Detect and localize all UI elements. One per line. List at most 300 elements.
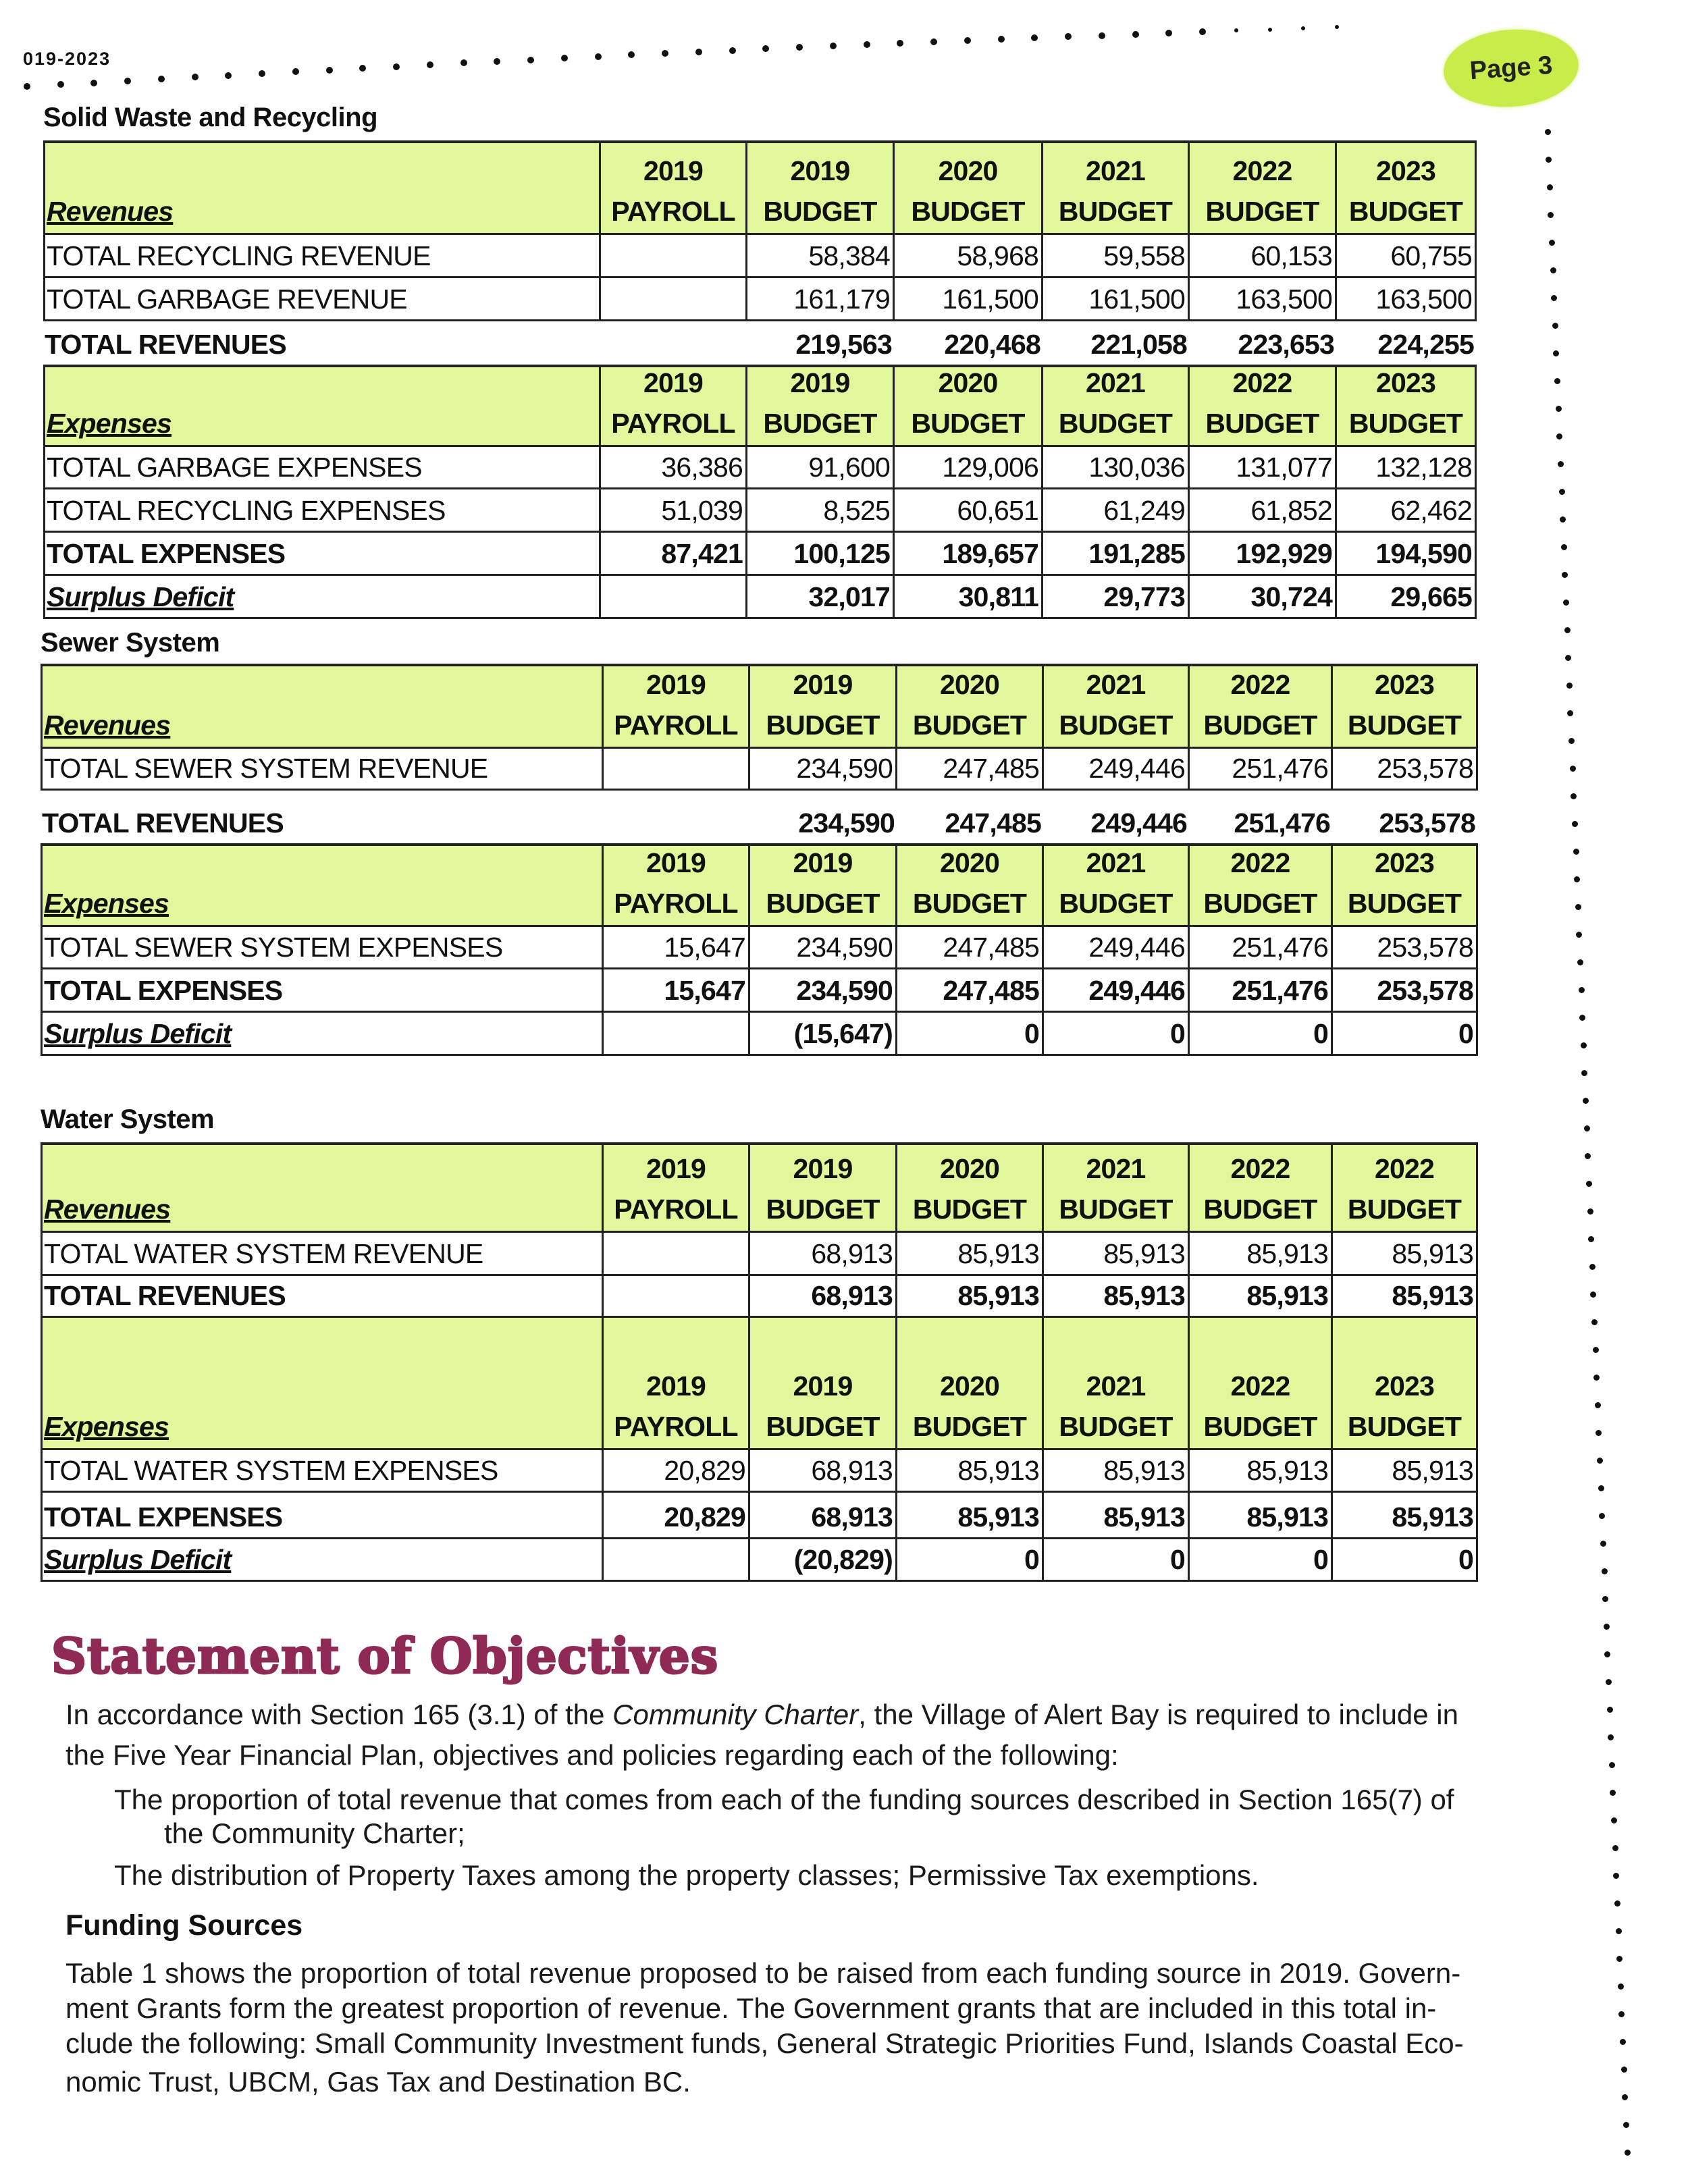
value-cell — [750, 749, 897, 791]
dot — [1565, 655, 1571, 661]
value-cell — [1044, 804, 1190, 843]
total-revenues-row — [41, 804, 1478, 843]
page-number-badge: Page 3 — [1441, 25, 1581, 111]
revenue-row — [41, 749, 1478, 791]
cell-value: 85,913 — [957, 1280, 1039, 1311]
column-type: BUDGET — [912, 888, 1027, 919]
value-cell — [1044, 1450, 1190, 1493]
dot — [1613, 1873, 1619, 1879]
value-cell — [1333, 1013, 1478, 1056]
funding-line: nomic Trust, UBCM, Gas Tax and Destination BC. — [65, 2066, 691, 2098]
dot — [1608, 1734, 1614, 1740]
dot — [359, 65, 366, 72]
dot — [90, 80, 97, 86]
column-year: 2019 — [643, 367, 703, 398]
dot — [1556, 406, 1562, 412]
row-label: TOTAL GARBAGE REVENUE — [47, 284, 407, 315]
cell-value: 247,485 — [943, 932, 1039, 963]
dot — [1618, 2011, 1625, 2017]
dot — [1581, 1042, 1587, 1048]
dot — [662, 50, 668, 57]
surplus-deficit-row — [41, 1013, 1478, 1056]
cell-value: 8,525 — [823, 495, 890, 526]
dot — [57, 81, 64, 88]
value-cell — [1333, 664, 1478, 749]
cell-value: 234,590 — [796, 975, 893, 1006]
row-label-cell — [41, 749, 604, 791]
value-cell — [750, 927, 897, 969]
column-type: BUDGET — [1203, 1194, 1317, 1225]
dot — [1616, 1956, 1623, 1962]
row-label-cell — [41, 1142, 604, 1233]
dot — [1562, 572, 1568, 578]
row-label: TOTAL RECYCLING EXPENSES — [47, 495, 446, 526]
value-cell — [1190, 235, 1337, 278]
value-cell — [1333, 1493, 1478, 1539]
header-label: Revenues — [47, 196, 174, 227]
dot — [1611, 1817, 1617, 1823]
column-type: BUDGET — [763, 196, 877, 227]
column-type: BUDGET — [1205, 408, 1319, 439]
dot — [1559, 489, 1565, 495]
cell-value: 60,153 — [1250, 240, 1332, 271]
dot — [24, 83, 30, 90]
value-cell — [1333, 1450, 1478, 1493]
dot — [1574, 876, 1580, 882]
dot — [1199, 28, 1206, 35]
dot — [1604, 1651, 1610, 1657]
expense-row — [41, 1450, 1478, 1493]
value-cell — [895, 365, 1043, 447]
value-cell — [1333, 927, 1478, 969]
value-cell — [1333, 1233, 1478, 1276]
value-cell — [1190, 1276, 1333, 1318]
cell-value: 20,829 — [664, 1455, 745, 1486]
dot — [1234, 28, 1238, 32]
cell-value: 51,039 — [661, 495, 743, 526]
expense-row — [43, 447, 1477, 489]
value-cell — [601, 365, 747, 447]
column-type: BUDGET — [1058, 408, 1173, 439]
value-cell — [747, 576, 895, 619]
value-cell — [1043, 447, 1190, 489]
expenses-header-row — [41, 1318, 1478, 1450]
value-cell — [1190, 804, 1333, 843]
cell-value: 15,647 — [664, 975, 745, 1006]
column-year: 2020 — [939, 847, 999, 878]
dot — [1132, 31, 1139, 38]
dot — [460, 59, 467, 66]
cell-value: 85,913 — [957, 1238, 1039, 1269]
value-cell — [750, 804, 897, 843]
row-label-cell — [41, 1539, 604, 1582]
dot — [1031, 34, 1038, 41]
column-type: BUDGET — [766, 710, 880, 741]
cell-value: 68,913 — [811, 1280, 893, 1311]
column-year: 2023 — [1374, 669, 1434, 700]
column-type: BUDGET — [1059, 888, 1173, 919]
header-label: Revenues — [44, 710, 171, 741]
value-cell — [1337, 235, 1477, 278]
value-cell — [895, 489, 1043, 533]
value-cell — [604, 664, 750, 749]
community-charter-italic: Community Charter — [612, 1699, 859, 1730]
cell-value: 253,578 — [1377, 975, 1473, 1006]
column-type: BUDGET — [1347, 888, 1462, 919]
column-type: BUDGET — [1203, 1411, 1317, 1442]
dot — [1554, 378, 1560, 384]
column-type: BUDGET — [763, 408, 877, 439]
value-cell — [897, 749, 1044, 791]
column-type: BUDGET — [1058, 196, 1173, 227]
dot — [561, 55, 568, 61]
cell-value: 100,125 — [793, 538, 890, 569]
column-year: 2019 — [645, 669, 706, 700]
cell-value: 224,255 — [1377, 329, 1474, 360]
value-cell — [601, 321, 747, 365]
value-cell — [1044, 1539, 1190, 1582]
dot — [1616, 1928, 1622, 1934]
dot — [1566, 683, 1573, 689]
cell-value: 85,913 — [1246, 1280, 1328, 1311]
column-year: 2022 — [1232, 155, 1292, 186]
cell-value: 251,476 — [1232, 932, 1328, 963]
dot — [1595, 1402, 1601, 1408]
dot — [259, 70, 265, 77]
row-label: TOTAL REVENUES — [44, 1280, 286, 1311]
revenue-row — [41, 1233, 1478, 1276]
dot — [1577, 959, 1583, 965]
row-label: TOTAL EXPENSES — [44, 1501, 283, 1533]
value-cell — [895, 278, 1043, 321]
cell-value: 68,913 — [811, 1238, 893, 1269]
dot — [1570, 766, 1576, 772]
dot — [1573, 849, 1579, 855]
cell-value: 130,036 — [1088, 452, 1185, 483]
cell-value: 62,462 — [1390, 495, 1472, 526]
cell-value: 221,058 — [1090, 329, 1187, 360]
dot — [897, 40, 903, 47]
cell-value: 20,829 — [664, 1501, 745, 1533]
cell-value: 0 — [1458, 1544, 1473, 1575]
value-cell — [750, 1318, 897, 1450]
row-label-cell — [41, 1450, 604, 1493]
value-cell — [1044, 1493, 1190, 1539]
dot — [1622, 2094, 1628, 2100]
cell-value: 68,913 — [811, 1455, 893, 1486]
value-cell — [1333, 1318, 1478, 1450]
value-cell — [895, 533, 1043, 576]
header-label: Revenues — [44, 1194, 171, 1225]
cell-value: 223,653 — [1238, 329, 1334, 360]
column-year: 2022 — [1230, 669, 1290, 700]
dot — [1587, 1208, 1593, 1215]
column-type: BUDGET — [1347, 1194, 1462, 1225]
dot — [595, 53, 602, 60]
value-cell — [1043, 576, 1190, 619]
section-title-water: Water System — [41, 1104, 215, 1134]
cell-value: 234,590 — [796, 753, 893, 784]
dot — [1590, 1291, 1596, 1298]
dot — [762, 45, 769, 52]
cell-value: 0 — [1313, 1544, 1328, 1575]
column-type: BUDGET — [1348, 196, 1463, 227]
header-label: Expenses — [44, 1411, 169, 1442]
value-cell — [1044, 664, 1190, 749]
value-cell — [750, 664, 897, 749]
revenues-header-row — [41, 664, 1478, 749]
column-year: 2019 — [645, 1153, 706, 1184]
value-cell — [750, 1142, 897, 1233]
row-label: TOTAL GARBAGE EXPENSES — [47, 452, 422, 483]
cell-value: 36,386 — [661, 452, 743, 483]
cell-value: 30,724 — [1250, 581, 1332, 612]
value-cell — [1190, 321, 1337, 365]
column-year: 2019 — [793, 847, 853, 878]
column-year: 2019 — [793, 669, 853, 700]
value-cell — [1337, 533, 1477, 576]
row-label: Surplus Deficit — [44, 1544, 232, 1575]
column-type: BUDGET — [912, 710, 1027, 741]
value-cell — [1337, 489, 1477, 533]
value-cell — [604, 1450, 750, 1493]
cell-value: 249,446 — [1090, 807, 1187, 838]
cell-value: 234,590 — [796, 932, 893, 963]
value-cell — [1190, 576, 1337, 619]
cell-value: 163,500 — [1375, 284, 1472, 315]
cell-value: 61,249 — [1103, 495, 1185, 526]
dot — [1268, 28, 1272, 32]
value-cell — [604, 1539, 750, 1582]
value-cell — [895, 576, 1043, 619]
dot — [1614, 1900, 1620, 1907]
dot — [729, 47, 736, 54]
column-type: BUDGET — [1059, 1411, 1173, 1442]
cell-value: 85,913 — [1103, 1501, 1185, 1533]
row-label-cell — [43, 321, 601, 365]
column-type: BUDGET — [911, 408, 1025, 439]
dot — [1567, 710, 1573, 716]
cell-value: 191,285 — [1088, 538, 1185, 569]
total-expenses-row — [43, 533, 1477, 576]
objectives-intro-line-2: the Five Year Financial Plan, objectives and policies regarding each of the following: — [65, 1739, 1119, 1771]
section-title-sewer: Sewer System — [41, 628, 220, 658]
dot — [1561, 544, 1567, 550]
cell-value: 249,446 — [1088, 753, 1185, 784]
dot — [1564, 627, 1571, 633]
dot — [1548, 212, 1554, 218]
value-cell — [604, 1276, 750, 1318]
value-cell — [1043, 140, 1190, 235]
column-type: BUDGET — [912, 1194, 1027, 1225]
value-cell — [750, 1276, 897, 1318]
column-year: 2019 — [645, 847, 706, 878]
row-label-cell — [41, 969, 604, 1013]
dot — [1572, 821, 1578, 827]
value-cell — [1043, 321, 1190, 365]
row-label-cell — [41, 1233, 604, 1276]
row-label-cell — [41, 804, 604, 843]
value-cell — [897, 843, 1044, 927]
cell-value: 85,913 — [1246, 1501, 1328, 1533]
cell-value: 220,468 — [944, 329, 1040, 360]
dot — [796, 44, 803, 51]
cell-value: 60,755 — [1390, 240, 1472, 271]
column-year: 2019 — [643, 155, 703, 186]
value-cell — [1044, 1013, 1190, 1056]
value-cell — [604, 804, 750, 843]
dot — [998, 36, 1005, 43]
dot — [1609, 1762, 1615, 1768]
value-cell — [601, 140, 747, 235]
value-cell — [1190, 533, 1337, 576]
value-cell — [1190, 1142, 1333, 1233]
cell-value: 85,913 — [1103, 1280, 1185, 1311]
value-cell — [897, 1318, 1044, 1450]
statement-of-objectives-heading: Statement of Objectives — [51, 1627, 719, 1684]
cell-value: 234,590 — [798, 807, 895, 838]
value-cell — [1044, 1142, 1190, 1233]
value-cell — [1333, 749, 1478, 791]
dot — [494, 58, 500, 65]
value-cell — [897, 664, 1044, 749]
column-year: 2021 — [1086, 1370, 1146, 1402]
column-year: 2022 — [1232, 367, 1292, 398]
cell-value: 251,476 — [1232, 753, 1328, 784]
cell-value: 32,017 — [808, 581, 890, 612]
value-cell — [601, 576, 747, 619]
dot — [1607, 1707, 1613, 1713]
value-cell — [750, 1233, 897, 1276]
cell-value: 251,476 — [1232, 975, 1328, 1006]
dot — [1335, 25, 1339, 29]
dot — [326, 67, 333, 74]
dot — [1579, 1015, 1585, 1021]
cell-value: 58,968 — [957, 240, 1038, 271]
value-cell — [1190, 140, 1337, 235]
row-label-cell — [43, 365, 601, 447]
dot — [1618, 1983, 1624, 1990]
dot — [1620, 2039, 1626, 2045]
cell-value: (15,647) — [793, 1018, 893, 1049]
value-cell — [897, 969, 1044, 1013]
value-cell — [1190, 927, 1333, 969]
revenues-header-row — [43, 140, 1477, 235]
cell-value: 247,485 — [943, 975, 1039, 1006]
column-type: BUDGET — [1348, 408, 1463, 439]
value-cell — [1337, 576, 1477, 619]
value-cell — [1190, 1013, 1333, 1056]
value-cell — [1190, 1493, 1333, 1539]
value-cell — [1190, 447, 1337, 489]
row-label-cell — [43, 235, 601, 278]
dot — [1576, 932, 1582, 938]
column-type: BUDGET — [911, 196, 1025, 227]
column-year: 2020 — [939, 669, 999, 700]
cell-value: 194,590 — [1375, 538, 1472, 569]
cell-value: 85,913 — [957, 1455, 1039, 1486]
value-cell — [604, 1493, 750, 1539]
column-type: PAYROLL — [614, 710, 738, 741]
column-year: 2019 — [793, 1153, 853, 1184]
column-year: 2021 — [1085, 367, 1145, 398]
funding-line: Table 1 shows the proportion of total revenue proposed to be raised from each funding source in 2019. Govern- — [65, 1957, 1461, 1989]
dot — [1602, 1568, 1608, 1574]
column-type: PAYROLL — [614, 1194, 738, 1225]
cell-value: 85,913 — [1246, 1238, 1328, 1269]
column-year: 2019 — [790, 367, 850, 398]
column-type: BUDGET — [766, 1194, 880, 1225]
funding-line: ment Grants form the greatest proportion of revenue. The Government grants that are included in this total in- — [65, 1992, 1437, 2024]
dot — [830, 43, 837, 49]
dot — [1584, 1125, 1590, 1131]
column-year: 2023 — [1374, 847, 1434, 878]
objectives-intro-line-1 — [65, 1695, 1458, 1735]
dot — [158, 76, 165, 82]
dot — [1586, 1181, 1592, 1187]
row-label-cell — [41, 1276, 604, 1318]
value-cell — [897, 1233, 1044, 1276]
cell-value: 85,913 — [1392, 1280, 1473, 1311]
column-type: BUDGET — [1347, 710, 1462, 741]
cell-value: 0 — [1169, 1544, 1185, 1575]
column-year: 2023 — [1375, 155, 1435, 186]
intro-text: In accordance with Section 165 (3.1) of the — [65, 1699, 613, 1730]
row-label: TOTAL RECYCLING REVENUE — [47, 240, 431, 271]
column-type: BUDGET — [1203, 710, 1317, 741]
value-cell — [604, 927, 750, 969]
value-cell — [601, 533, 747, 576]
value-cell — [897, 1276, 1044, 1318]
total-revenues-row — [43, 321, 1477, 365]
row-label: TOTAL EXPENSES — [47, 538, 286, 569]
expenses-header-row — [41, 843, 1478, 927]
dot — [292, 68, 299, 75]
value-cell — [1043, 365, 1190, 447]
column-year: 2022 — [1230, 1153, 1290, 1184]
value-cell — [1190, 843, 1333, 927]
dot — [124, 78, 131, 84]
cell-value: 0 — [1024, 1544, 1039, 1575]
revenues-header-row — [41, 1142, 1478, 1233]
value-cell — [1337, 278, 1477, 321]
cell-value: 132,128 — [1375, 452, 1472, 483]
total-revenues-row — [41, 1276, 1478, 1318]
cell-value: 58,384 — [808, 240, 890, 271]
value-cell — [1337, 321, 1477, 365]
dot — [1301, 26, 1305, 30]
dot — [1595, 1430, 1602, 1436]
column-year: 2021 — [1086, 1153, 1146, 1184]
dot — [1556, 433, 1562, 440]
column-type: BUDGET — [1347, 1411, 1462, 1442]
dot — [393, 63, 400, 70]
value-cell — [747, 278, 895, 321]
cell-value: 85,913 — [1392, 1501, 1473, 1533]
dot — [1598, 1485, 1604, 1491]
cell-value: 61,852 — [1250, 495, 1332, 526]
funding-line: clude the following: Small Community Investment funds, General Strategic Priorities Fund, Islands Coastal Eco- — [65, 2027, 1464, 2059]
value-cell — [897, 1450, 1044, 1493]
column-year: 2021 — [1086, 847, 1146, 878]
value-cell — [1043, 278, 1190, 321]
row-label-cell — [43, 489, 601, 533]
dot — [1065, 33, 1072, 40]
column-year: 2022 — [1374, 1153, 1434, 1184]
row-label-cell — [43, 533, 601, 576]
column-year: 2020 — [938, 155, 998, 186]
dot — [1551, 295, 1557, 301]
